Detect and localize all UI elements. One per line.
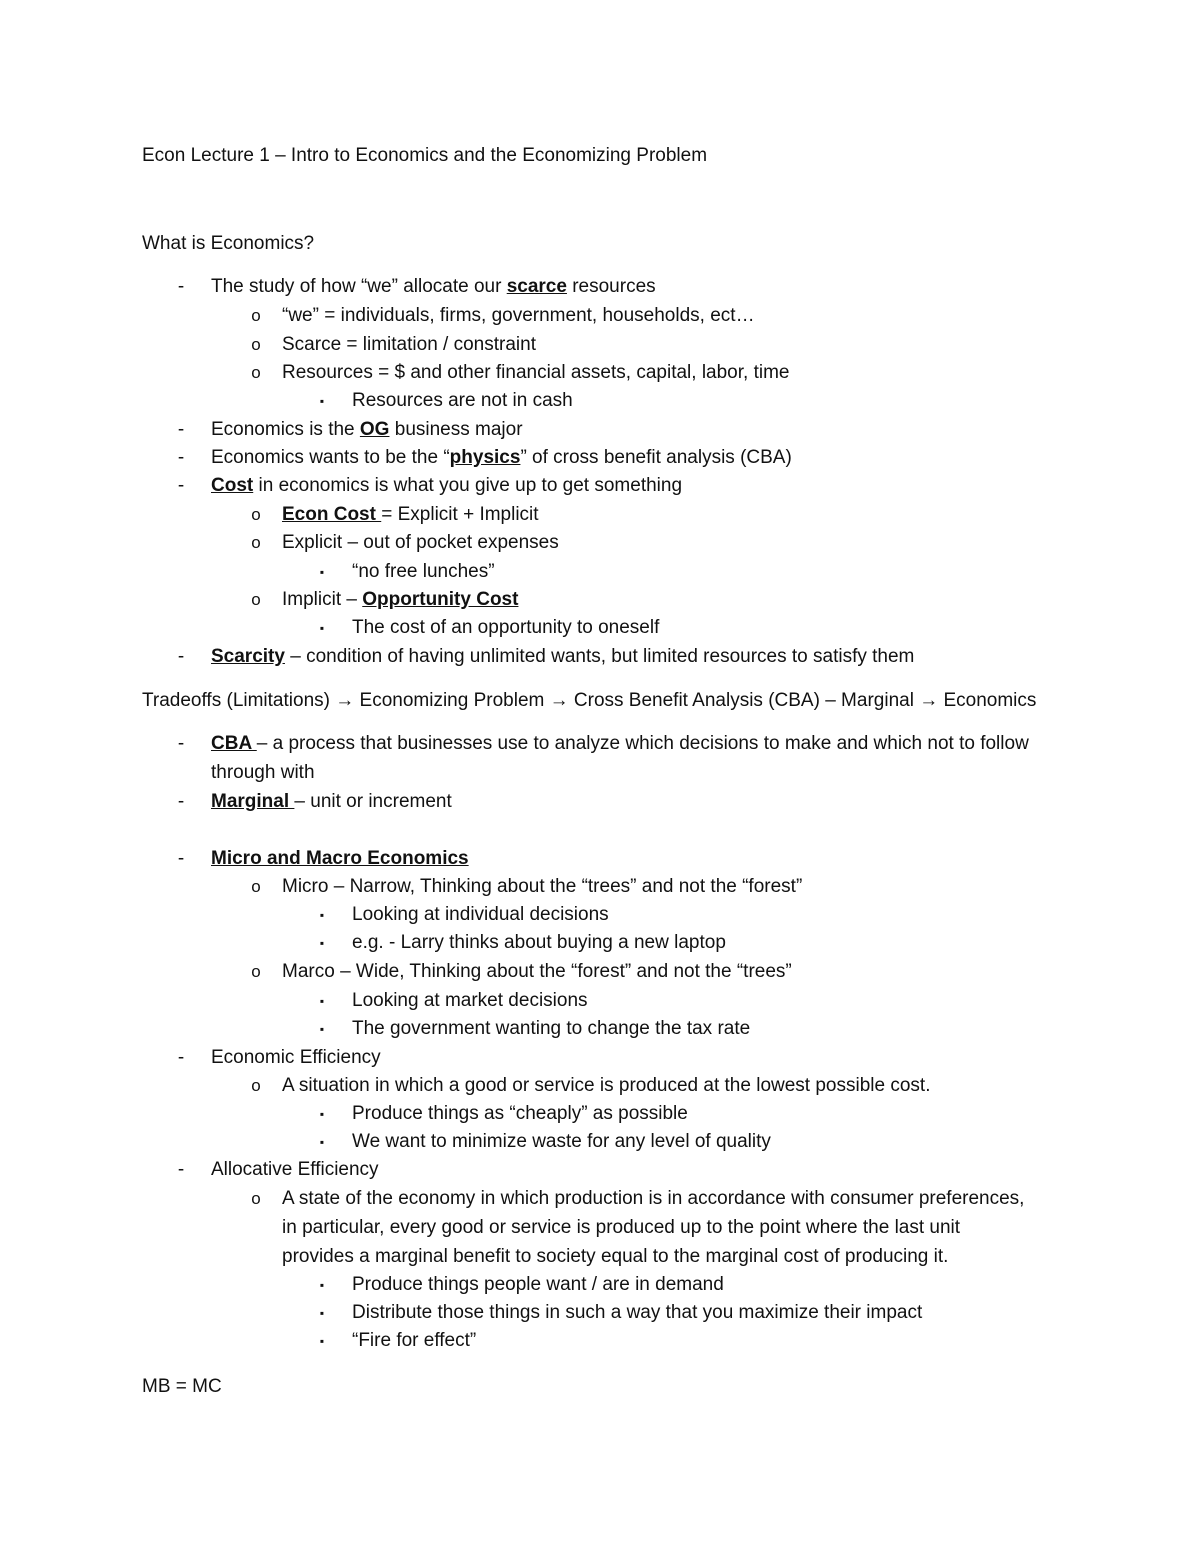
circle-bullet: o xyxy=(251,505,261,524)
list-item: ▪ The cost of an opportunity to oneself xyxy=(0,614,1200,642)
circle-bullet: o xyxy=(251,962,261,981)
term-micro-macro: Micro and Macro Economics xyxy=(211,848,469,869)
list-item xyxy=(0,845,1200,873)
square-bullet: ▪ xyxy=(319,1107,325,1121)
list-item: ▪ Distribute those things in such a way that you maximize their impact xyxy=(0,1299,1200,1327)
dash-bullet: - xyxy=(177,419,185,440)
list-item: o Marco – Wide, Thinking about the “forest” and not the “trees” xyxy=(0,958,1200,986)
list-item: ▪ Produce things as “cheaply” as possible xyxy=(0,1100,1200,1128)
square-bullet: ▪ xyxy=(319,1334,325,1348)
circle-bullet: o xyxy=(251,1076,261,1095)
list-item: o Econ Cost = Explicit + Implicit xyxy=(0,501,1200,529)
list-item: o Implicit – Opportunity Cost xyxy=(0,586,1200,614)
circle-bullet: o xyxy=(251,877,261,896)
list-item: - Cost in economics is what you give up to get something xyxy=(0,472,1200,500)
square-bullet: ▪ xyxy=(319,1306,325,1320)
arrow-right-icon: → xyxy=(549,690,569,711)
term-scarcity: Scarcity xyxy=(211,646,285,667)
flow-line: Tradeoffs (Limitations) → Economizing Problem → Cross Benefit Analysis (CBA) – Marginal → Economics xyxy=(142,690,1037,711)
term-opportunity-cost: Opportunity Cost xyxy=(362,589,519,610)
circle-bullet: o xyxy=(251,533,261,552)
term-physics: physics xyxy=(449,447,521,468)
list-item-continuation: in particular, every good or service is produced up to the point where the last unit xyxy=(282,1217,961,1238)
circle-bullet: o xyxy=(251,363,261,382)
term-cba: CBA xyxy=(211,733,257,754)
square-bullet: ▪ xyxy=(319,1135,325,1149)
dash-bullet: - xyxy=(177,447,185,468)
list-item: ▪ The government wanting to change the tax rate xyxy=(0,1015,1200,1043)
list-item: ▪ Produce things people want / are in demand xyxy=(0,1271,1200,1299)
square-bullet: ▪ xyxy=(319,994,325,1008)
list-item: - Allocative Efficiency xyxy=(0,1156,1200,1184)
list-item: ▪ “Fire for effect” xyxy=(0,1327,1200,1355)
circle-bullet: o xyxy=(251,335,261,354)
square-bullet: ▪ xyxy=(319,908,325,922)
document-title: Econ Lecture 1 – Intro to Economics and the Economizing Problem xyxy=(142,145,708,166)
term-marginal: Marginal xyxy=(211,791,295,812)
list-item-continuation: through with xyxy=(211,762,315,783)
list-item: - Marginal – unit or increment xyxy=(0,788,1200,816)
list-item: o Scarce = limitation / constraint xyxy=(0,331,1200,359)
section-heading: What is Economics? xyxy=(142,233,315,254)
term-og: OG xyxy=(359,419,390,440)
list-item: - Scarcity – condition of having unlimited wants, but limited resources to satisfy them xyxy=(0,643,1200,671)
list-item: o Micro – Narrow, Thinking about the “trees” and not the “forest” xyxy=(0,873,1200,901)
dash-bullet: - xyxy=(177,475,185,496)
term-cost: Cost xyxy=(211,475,254,496)
list-item: ▪ Looking at market decisions xyxy=(0,987,1200,1015)
list-item-continuation: provides a marginal benefit to society equal to the marginal cost of producing it. xyxy=(282,1246,949,1267)
arrow-right-icon: → xyxy=(919,690,939,711)
square-bullet: ▪ xyxy=(319,1022,325,1036)
list-item: - CBA – a process that businesses use to analyze which decisions to make and which not to follow xyxy=(0,730,1200,758)
list-item: ▪ e.g. - Larry thinks about buying a new laptop xyxy=(0,929,1200,957)
list-item: - Economics wants to be the “physics” of cross benefit analysis (CBA) xyxy=(0,444,1200,472)
list-item: o A state of the economy in which production is in accordance with consumer preferences, xyxy=(0,1185,1200,1213)
list-item: - Economic Efficiency xyxy=(0,1044,1200,1072)
term-econ-cost: Econ Cost xyxy=(282,504,382,525)
arrow-right-icon: → xyxy=(335,690,355,711)
list-item: - The study of how “we” allocate our scarce resources xyxy=(0,273,1200,301)
list-item: ▪ We want to minimize waste for any level of quality xyxy=(0,1128,1200,1156)
dash-bullet: - xyxy=(177,1047,185,1068)
circle-bullet: o xyxy=(251,306,261,325)
square-bullet: ▪ xyxy=(319,1278,325,1292)
dash-bullet: - xyxy=(177,1159,185,1180)
dash-bullet: - xyxy=(177,848,185,869)
square-bullet: ▪ xyxy=(319,621,325,635)
circle-bullet: o xyxy=(251,590,261,609)
dash-bullet: - xyxy=(177,646,185,667)
square-bullet: ▪ xyxy=(319,394,325,408)
dash-bullet: - xyxy=(177,791,185,812)
circle-bullet: o xyxy=(251,1189,261,1208)
list-item: o A situation in which a good or service is produced at the lowest possible cost. xyxy=(0,1072,1200,1100)
list-item: - Economics is the OG business major xyxy=(0,416,1200,444)
list-item: ▪ Looking at individual decisions xyxy=(0,901,1200,929)
dash-bullet: - xyxy=(177,276,185,297)
equation: MB = MC xyxy=(142,1376,222,1397)
list-item: o Resources = $ and other financial assets, capital, labor, time xyxy=(0,359,1200,387)
list-item: o “we” = individuals, firms, government, households, ect… xyxy=(0,302,1200,330)
square-bullet: ▪ xyxy=(319,936,325,950)
list-item: o Explicit – out of pocket expenses xyxy=(0,529,1200,557)
list-item: ▪ Resources are not in cash xyxy=(0,387,1200,415)
dash-bullet: - xyxy=(177,733,185,754)
square-bullet: ▪ xyxy=(319,565,325,579)
list-item: ▪ “no free lunches” xyxy=(0,558,1200,586)
term-scarce: scarce xyxy=(506,276,567,297)
